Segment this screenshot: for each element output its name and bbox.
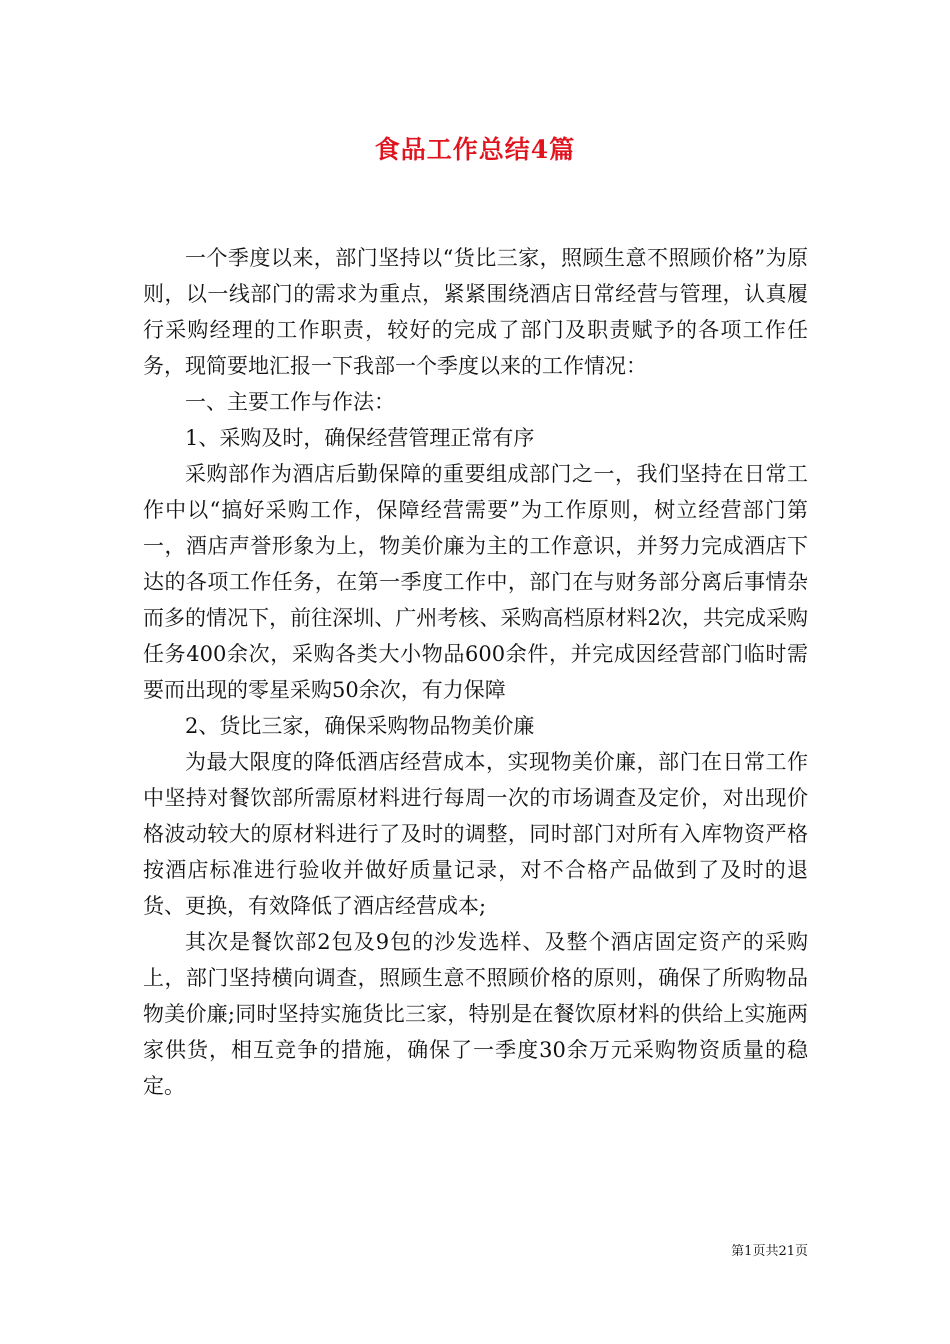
body-paragraph-3: 其次是餐饮部2包及9包的沙发选样、及整个酒店固定资产的采购上，部门坚持横向调查，照顾生意不照顾价格的原则，确保了所购物品物美价廉;同时坚持实施货比三家，特别是在餐饮原材料的供给上实施两家供货，相互竞争的措施，确保了一季度30余万元采购物资质量的稳定。 — [143, 930, 808, 1098]
subsection-heading-2: 2、货比三家，确保采购物品物美价廉 — [185, 714, 535, 738]
body-paragraph-2: 为最大限度的降低酒店经营成本，实现物美价廉，部门在日常工作中坚持对餐饮部所需原材料进行每周一次的市场调查及定价，对出现价格波动较大的原材料进行了及时的调整，同时部门对所有入库物资严格按酒店标准进行验收并做好质量记录，对不合格产品做到了及时的退货、更换，有效降低了酒店经营成本; — [143, 750, 808, 918]
subsection-heading-1: 1、采购及时，确保经营管理正常有序 — [185, 426, 535, 450]
document-body — [143, 240, 808, 1104]
section-heading: 一、主要工作与作法： — [185, 390, 395, 414]
document-title: 食品工作总结4篇 — [374, 135, 576, 164]
body-paragraph-1: 采购部作为酒店后勤保障的重要组成部门之一，我们坚持在日常工作中以“搞好采购工作，保障经营需要”为工作原则，树立经营部门第一，酒店声誉形象为上，物美价廉为主的工作意识，并努力完成酒店下达的各项工作任务，在第一季度工作中，部门在与财务部分离后事情杂而多的情况下，前往深圳、广州考核、采购高档原材料2次，共完成采购任务400余次，采购各类大小物品600余件，并完成因经营部门临时需要而出现的零星采购50余次，有力保障 — [143, 462, 808, 702]
page-number-footer: 第1页共21页 — [731, 1244, 808, 1259]
intro-paragraph: 一个季度以来，部门坚持以“货比三家，照顾生意不照顾价格”为原则，以一线部门的需求为重点，紧紧围绕酒店日常经营与管理，认真履行采购经理的工作职责，较好的完成了部门及职责赋予的各项工作任务，现简要地汇报一下我部一个季度以来的工作情况： — [143, 246, 808, 378]
